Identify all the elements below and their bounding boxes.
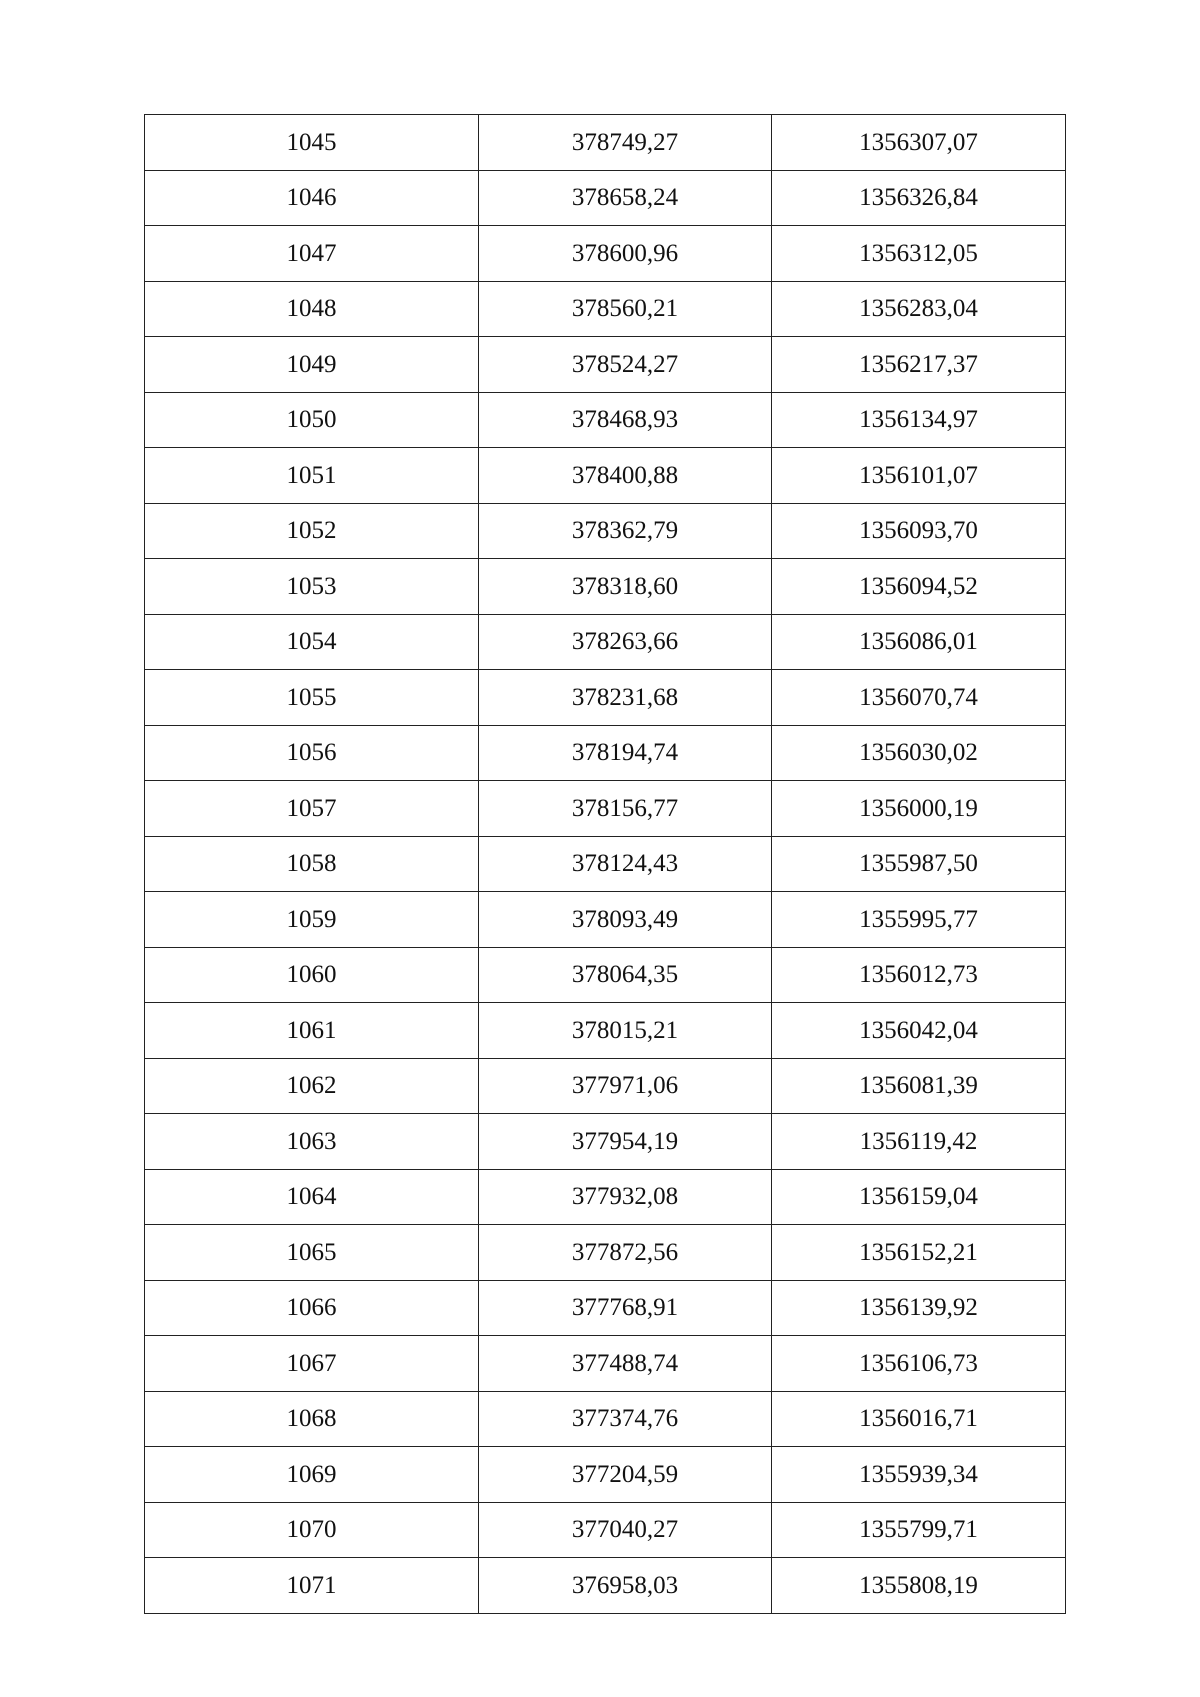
table-row: [145, 670, 1066, 726]
table-row: [145, 1391, 1066, 1447]
y-coordinate-cell: 1356000,19: [772, 781, 1066, 837]
y-coordinate-cell: 1356139,92: [772, 1280, 1066, 1336]
y-coordinate-cell: 1356070,74: [772, 670, 1066, 726]
x-coordinate-cell: 378468,93: [479, 392, 772, 448]
y-coordinate-cell: 1356312,05: [772, 226, 1066, 282]
y-coordinate-cell: 1356119,42: [772, 1114, 1066, 1170]
x-coordinate-cell: 378318,60: [479, 559, 772, 615]
point-number-cell: 1059: [145, 892, 479, 948]
y-coordinate-cell: 1356307,07: [772, 115, 1066, 171]
x-coordinate-cell: 378749,27: [479, 115, 772, 171]
y-coordinate-cell: 1356159,04: [772, 1169, 1066, 1225]
table-row: [145, 1280, 1066, 1336]
point-number-cell: 1049: [145, 337, 479, 393]
x-coordinate-cell: 378156,77: [479, 781, 772, 837]
table-row: [145, 1003, 1066, 1059]
table-row: [145, 1558, 1066, 1614]
point-number-cell: 1054: [145, 614, 479, 670]
x-coordinate-cell: 378093,49: [479, 892, 772, 948]
x-coordinate-cell: 378560,21: [479, 281, 772, 337]
point-number-cell: 1051: [145, 448, 479, 504]
point-number-cell: 1058: [145, 836, 479, 892]
point-number-cell: 1046: [145, 170, 479, 226]
x-coordinate-cell: 378524,27: [479, 337, 772, 393]
point-number-cell: 1067: [145, 1336, 479, 1392]
table-row: [145, 1114, 1066, 1170]
table-row: [145, 836, 1066, 892]
y-coordinate-cell: 1355799,71: [772, 1502, 1066, 1558]
table-row: [145, 559, 1066, 615]
coordinates-table-body: [145, 115, 1066, 1614]
point-number-cell: 1066: [145, 1280, 479, 1336]
x-coordinate-cell: 378600,96: [479, 226, 772, 282]
point-number-cell: 1063: [145, 1114, 479, 1170]
y-coordinate-cell: 1355987,50: [772, 836, 1066, 892]
table-row: [145, 1336, 1066, 1392]
table-row: [145, 226, 1066, 282]
table-row: [145, 115, 1066, 171]
table-row: [145, 392, 1066, 448]
x-coordinate-cell: 378263,66: [479, 614, 772, 670]
point-number-cell: 1070: [145, 1502, 479, 1558]
table-row: [145, 448, 1066, 504]
y-coordinate-cell: 1356081,39: [772, 1058, 1066, 1114]
x-coordinate-cell: 378194,74: [479, 725, 772, 781]
coordinates-table: [144, 114, 1066, 1614]
point-number-cell: 1052: [145, 503, 479, 559]
point-number-cell: 1060: [145, 947, 479, 1003]
table-row: [145, 781, 1066, 837]
table-row: [145, 1169, 1066, 1225]
x-coordinate-cell: 377040,27: [479, 1502, 772, 1558]
x-coordinate-cell: 378124,43: [479, 836, 772, 892]
y-coordinate-cell: 1356042,04: [772, 1003, 1066, 1059]
x-coordinate-cell: 376958,03: [479, 1558, 772, 1614]
x-coordinate-cell: 378231,68: [479, 670, 772, 726]
table-row: [145, 281, 1066, 337]
table-row: [145, 170, 1066, 226]
y-coordinate-cell: 1356101,07: [772, 448, 1066, 504]
table-row: [145, 337, 1066, 393]
table-row: [145, 947, 1066, 1003]
point-number-cell: 1068: [145, 1391, 479, 1447]
point-number-cell: 1062: [145, 1058, 479, 1114]
point-number-cell: 1065: [145, 1225, 479, 1281]
x-coordinate-cell: 377971,06: [479, 1058, 772, 1114]
y-coordinate-cell: 1356326,84: [772, 170, 1066, 226]
table-row: [145, 503, 1066, 559]
x-coordinate-cell: 377954,19: [479, 1114, 772, 1170]
y-coordinate-cell: 1356106,73: [772, 1336, 1066, 1392]
point-number-cell: 1061: [145, 1003, 479, 1059]
y-coordinate-cell: 1355939,34: [772, 1447, 1066, 1503]
table-row: [145, 1502, 1066, 1558]
point-number-cell: 1045: [145, 115, 479, 171]
y-coordinate-cell: 1356030,02: [772, 725, 1066, 781]
y-coordinate-cell: 1356283,04: [772, 281, 1066, 337]
point-number-cell: 1069: [145, 1447, 479, 1503]
table-row: [145, 1225, 1066, 1281]
table-row: [145, 892, 1066, 948]
y-coordinate-cell: 1356094,52: [772, 559, 1066, 615]
table-row: [145, 614, 1066, 670]
y-coordinate-cell: 1356012,73: [772, 947, 1066, 1003]
y-coordinate-cell: 1355808,19: [772, 1558, 1066, 1614]
point-number-cell: 1050: [145, 392, 479, 448]
table-row: [145, 1058, 1066, 1114]
point-number-cell: 1056: [145, 725, 479, 781]
x-coordinate-cell: 378400,88: [479, 448, 772, 504]
x-coordinate-cell: 377488,74: [479, 1336, 772, 1392]
point-number-cell: 1047: [145, 226, 479, 282]
y-coordinate-cell: 1356217,37: [772, 337, 1066, 393]
point-number-cell: 1064: [145, 1169, 479, 1225]
y-coordinate-cell: 1356134,97: [772, 392, 1066, 448]
x-coordinate-cell: 377872,56: [479, 1225, 772, 1281]
x-coordinate-cell: 378064,35: [479, 947, 772, 1003]
table-row: [145, 1447, 1066, 1503]
point-number-cell: 1048: [145, 281, 479, 337]
point-number-cell: 1057: [145, 781, 479, 837]
x-coordinate-cell: 377768,91: [479, 1280, 772, 1336]
x-coordinate-cell: 377932,08: [479, 1169, 772, 1225]
y-coordinate-cell: 1356016,71: [772, 1391, 1066, 1447]
x-coordinate-cell: 378015,21: [479, 1003, 772, 1059]
point-number-cell: 1053: [145, 559, 479, 615]
x-coordinate-cell: 378362,79: [479, 503, 772, 559]
y-coordinate-cell: 1356086,01: [772, 614, 1066, 670]
x-coordinate-cell: 378658,24: [479, 170, 772, 226]
y-coordinate-cell: 1356093,70: [772, 503, 1066, 559]
x-coordinate-cell: 377204,59: [479, 1447, 772, 1503]
point-number-cell: 1071: [145, 1558, 479, 1614]
point-number-cell: 1055: [145, 670, 479, 726]
y-coordinate-cell: 1355995,77: [772, 892, 1066, 948]
table-row: [145, 725, 1066, 781]
x-coordinate-cell: 377374,76: [479, 1391, 772, 1447]
y-coordinate-cell: 1356152,21: [772, 1225, 1066, 1281]
